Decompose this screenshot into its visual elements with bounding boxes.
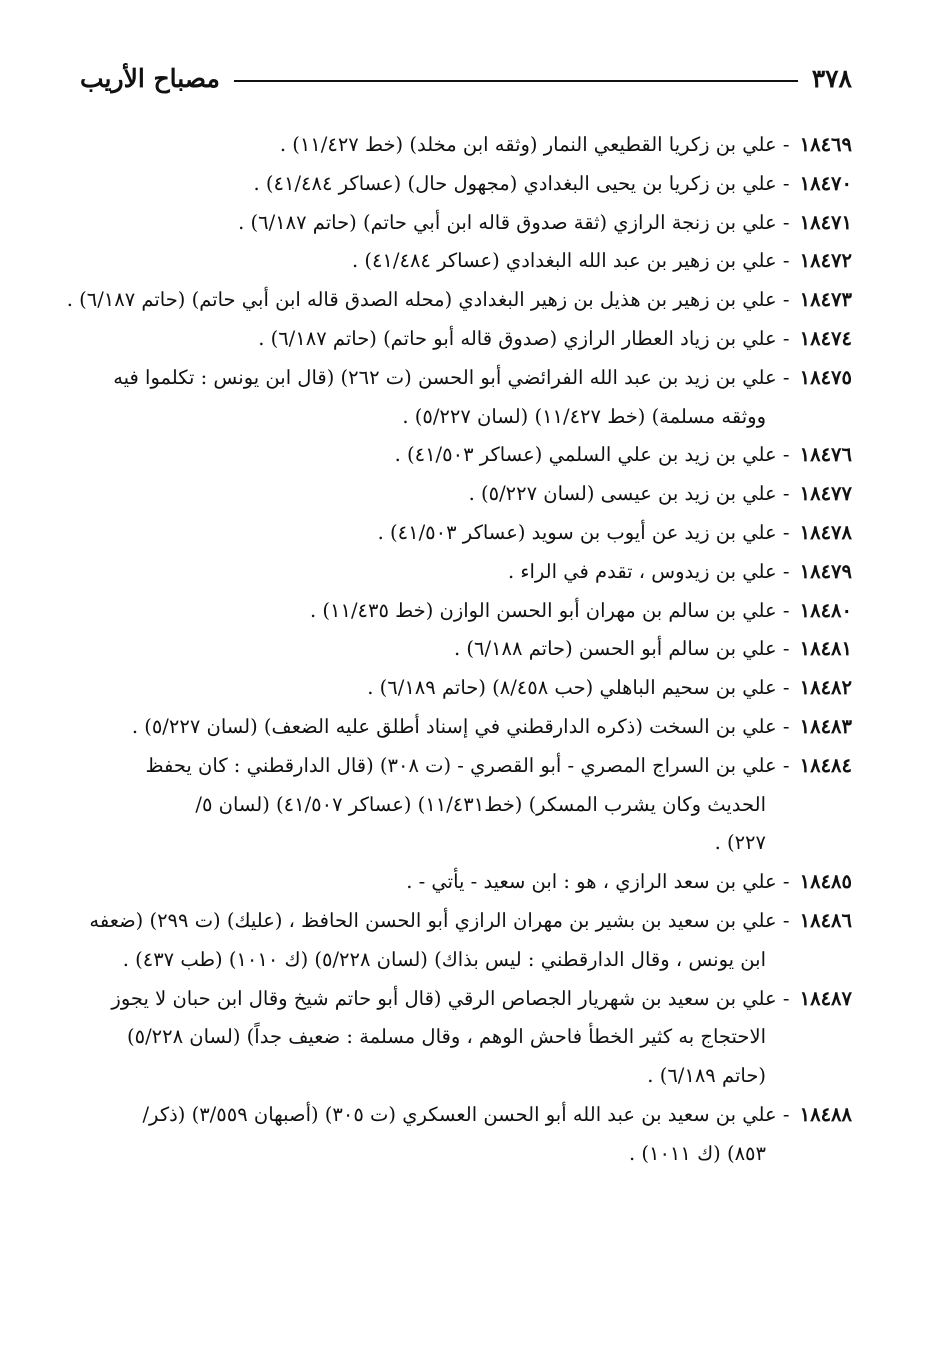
entry-text: علي بن سحيم الباهلي (حب ٨/٤٥٨) (حاتم ٦/١٨٩) . bbox=[367, 676, 777, 700]
entry-number: ١٨٤٧٥ bbox=[799, 365, 852, 389]
entry-first-line bbox=[80, 475, 852, 514]
book-title: مصباح الأريب bbox=[80, 63, 220, 93]
header-rule bbox=[234, 80, 798, 82]
entry-number: ١٨٤٨٦ bbox=[799, 908, 852, 932]
entry-text: علي بن السخت (ذكره الدارقطني في إسناد أطلق عليه الضعف) (لسان ٥/٢٢٧) . bbox=[131, 714, 777, 738]
entry-continuation-line bbox=[80, 1018, 852, 1057]
page-header bbox=[80, 58, 852, 98]
entry-number: ١٨٤٨٤ bbox=[799, 753, 852, 777]
entry-number: ١٨٤٨٨ bbox=[799, 1102, 852, 1126]
entry-text: علي بن سعيد بن بشير بن مهران الرازي أبو الحسن الحافظ ، (عليك) (ت ٢٩٩) (ضعفه bbox=[89, 908, 777, 932]
entry-number: ١٨٤٧٤ bbox=[799, 326, 852, 350]
entry-item bbox=[80, 553, 852, 592]
entry-number: ١٨٤٨٣ bbox=[799, 714, 852, 738]
entry-number: ١٨٤٧٣ bbox=[799, 288, 852, 312]
entry-dash: - bbox=[776, 482, 796, 506]
entry-text: ووثقه مسلمة) (خط ١١/٤٢٧) (لسان ٥/٢٢٧) . bbox=[402, 404, 766, 428]
entry-number: ١٨٤٨٠ bbox=[799, 598, 852, 622]
entry-number: ١٨٤٦٩ bbox=[799, 133, 852, 156]
entry-text: علي بن السراج المصري - أبو القصري - (ت ٣٠٨) (قال الدارقطني : كان يحفظ bbox=[145, 753, 777, 777]
entry-text: علي بن زهير بن هذيل بن زهير البغدادي (محله الصدق قاله ابن أبي حاتم) (حاتم ٦/١٨٧) . bbox=[66, 288, 777, 312]
entry-text: الحديث وكان يشرب المسكر) (خط١١/٤٣١) (عساكر ٤١/٥٠٧) (لسان ٥/ bbox=[195, 792, 766, 816]
entry-number: ١٨٤٧٢ bbox=[799, 249, 852, 273]
entry-number: ١٨٤٧٧ bbox=[799, 482, 852, 506]
entry-text: الاحتجاج به كثير الخطأ فاحش الوهم ، وقال مسلمة : ضعيف جداً) (لسان ٥/٢٢٨) bbox=[127, 1025, 766, 1049]
entry-continuation-line bbox=[80, 824, 852, 863]
entry-item bbox=[80, 980, 852, 1096]
entry-first-line bbox=[80, 359, 852, 398]
entry-text: ٢٢٧) . bbox=[714, 831, 766, 855]
entry-number: ١٨٤٧١ bbox=[799, 210, 852, 234]
entry-text: علي بن زكريا القطيعي النمار (وثقه ابن مخلد) (خط ١١/٤٢٧) . bbox=[279, 133, 777, 156]
entry-dash: - bbox=[776, 1102, 796, 1126]
entry-first-line bbox=[80, 242, 852, 281]
entry-first-line bbox=[80, 592, 852, 631]
entry-number: ١٨٤٧٦ bbox=[799, 443, 852, 467]
entry-dash: - bbox=[776, 559, 796, 583]
entry-first-line bbox=[80, 126, 852, 165]
entry-dash: - bbox=[776, 171, 796, 195]
entry-item bbox=[80, 204, 852, 243]
entry-text: علي بن سعد الرازي ، هو : ابن سعيد - يأتي - . bbox=[406, 870, 777, 894]
entry-first-line bbox=[66, 281, 852, 320]
entry-continuation-line bbox=[80, 1057, 852, 1096]
entry-number: ١٨٤٨١ bbox=[799, 637, 852, 661]
entry-item bbox=[80, 514, 852, 553]
entry-item bbox=[80, 669, 852, 708]
entry-item bbox=[80, 359, 852, 437]
entry-text: علي بن زيدوس ، تقدم في الراء . bbox=[507, 559, 777, 583]
entry-dash: - bbox=[776, 210, 796, 234]
entry-item bbox=[80, 592, 852, 631]
entry-item bbox=[80, 436, 852, 475]
entry-text: علي بن سعيد بن عبد الله أبو الحسن العسكري (ت ٣٠٥) (أصبهان ٣/٥٥٩) (ذكر/ bbox=[142, 1102, 777, 1126]
entry-item bbox=[80, 747, 852, 863]
entry-item bbox=[80, 165, 852, 204]
entry-text: ابن يونس ، وقال الدارقطني : ليس بذاك) (لسان ٥/٢٢٨) (ك ١٠١٠) (طب ٤٣٧) . bbox=[122, 947, 766, 971]
page-number: ٣٧٨ bbox=[811, 63, 852, 93]
entry-first-line bbox=[80, 514, 852, 553]
entry-continuation-line bbox=[80, 398, 852, 437]
entry-item bbox=[80, 1096, 852, 1174]
entry-text: علي بن سالم أبو الحسن (حاتم ٦/١٨٨) . bbox=[454, 637, 777, 661]
entry-dash: - bbox=[776, 870, 796, 894]
entry-first-line bbox=[80, 204, 852, 243]
entry-first-line bbox=[80, 669, 852, 708]
entry-item bbox=[80, 902, 852, 980]
entry-first-line bbox=[80, 320, 852, 359]
entry-number: ١٨٤٨٥ bbox=[799, 870, 852, 894]
entry-item bbox=[80, 320, 852, 359]
entry-text: علي بن زيد بن علي السلمي (عساكر ٤١/٥٠٣) . bbox=[394, 443, 777, 467]
entry-continuation-line bbox=[80, 1135, 852, 1174]
entry-text: علي بن سالم بن مهران أبو الحسن الوازن (خط ١١/٤٣٥) . bbox=[309, 598, 777, 622]
entry-first-line bbox=[80, 747, 852, 786]
entry-dash: - bbox=[776, 443, 796, 467]
entry-text: علي بن زيد عن أيوب بن سويد (عساكر ٤١/٥٠٣) . bbox=[377, 520, 777, 544]
entry-dash: - bbox=[776, 986, 796, 1010]
entry-dash: - bbox=[776, 676, 796, 700]
entry-number: ١٨٤٧٨ bbox=[799, 520, 852, 544]
entry-text: علي بن زكريا بن يحيى البغدادي (مجهول حال) (عساكر ٤١/٤٨٤) . bbox=[253, 171, 777, 195]
entry-number: ١٨٤٧٩ bbox=[799, 559, 852, 583]
entry-item bbox=[80, 863, 852, 902]
entry-first-line bbox=[80, 1096, 852, 1135]
entry-first-line bbox=[80, 902, 852, 941]
entry-first-line bbox=[80, 980, 852, 1019]
entry-continuation-line bbox=[80, 941, 852, 980]
entry-item bbox=[80, 242, 852, 281]
entry-dash: - bbox=[776, 288, 796, 312]
entry-number: ١٨٤٧٠ bbox=[799, 171, 852, 195]
entry-dash: - bbox=[776, 133, 796, 156]
entry-dash: - bbox=[776, 637, 796, 661]
entry-number: ١٨٤٨٧ bbox=[799, 986, 852, 1010]
entry-continuation-line bbox=[80, 786, 852, 825]
entry-first-line bbox=[80, 165, 852, 204]
entry-item bbox=[80, 126, 852, 165]
entry-text: علي بن زياد العطار الرازي (صدوق قاله أبو حاتم) (حاتم ٦/١٨٧) . bbox=[258, 326, 777, 350]
entry-dash: - bbox=[776, 365, 796, 389]
entry-first-line bbox=[80, 630, 852, 669]
entry-item bbox=[80, 708, 852, 747]
entry-text: علي بن زنجة الرازي (ثقة صدوق قاله ابن أبي حاتم) (حاتم ٦/١٨٧) . bbox=[238, 210, 777, 234]
entry-text: علي بن زيد بن عبد الله الفرائضي أبو الحسن (ت ٢٦٢) (قال ابن يونس : تكلموا فيه bbox=[113, 365, 777, 389]
entry-first-line bbox=[80, 708, 852, 747]
entry-first-line bbox=[80, 436, 852, 475]
entry-dash: - bbox=[776, 908, 796, 932]
entry-item bbox=[80, 475, 852, 514]
entry-dash: - bbox=[776, 598, 796, 622]
entry-text: (حاتم ٦/١٨٩) . bbox=[647, 1064, 766, 1088]
entry-text: علي بن زيد بن عيسى (لسان ٥/٢٢٧) . bbox=[468, 482, 777, 506]
entry-item bbox=[80, 630, 852, 669]
entry-item bbox=[66, 281, 852, 320]
entry-dash: - bbox=[776, 520, 796, 544]
entry-first-line bbox=[80, 863, 852, 902]
entry-text: ٨٥٣) (ك ١٠١١) . bbox=[628, 1141, 766, 1165]
entry-text: علي بن سعيد بن شهريار الجصاص الرقي (قال أبو حاتم شيخ وقال ابن حبان لا يجوز bbox=[111, 986, 777, 1010]
entry-text: علي بن زهير بن عبد الله البغدادي (عساكر ٤١/٤٨٤) . bbox=[351, 249, 777, 273]
entry-number: ١٨٤٨٢ bbox=[799, 676, 852, 700]
entry-dash: - bbox=[776, 753, 796, 777]
entry-dash: - bbox=[776, 326, 796, 350]
entry-dash: - bbox=[776, 249, 796, 273]
entry-first-line bbox=[80, 553, 852, 592]
entries-list bbox=[66, 126, 852, 1174]
entry-dash: - bbox=[776, 714, 796, 738]
